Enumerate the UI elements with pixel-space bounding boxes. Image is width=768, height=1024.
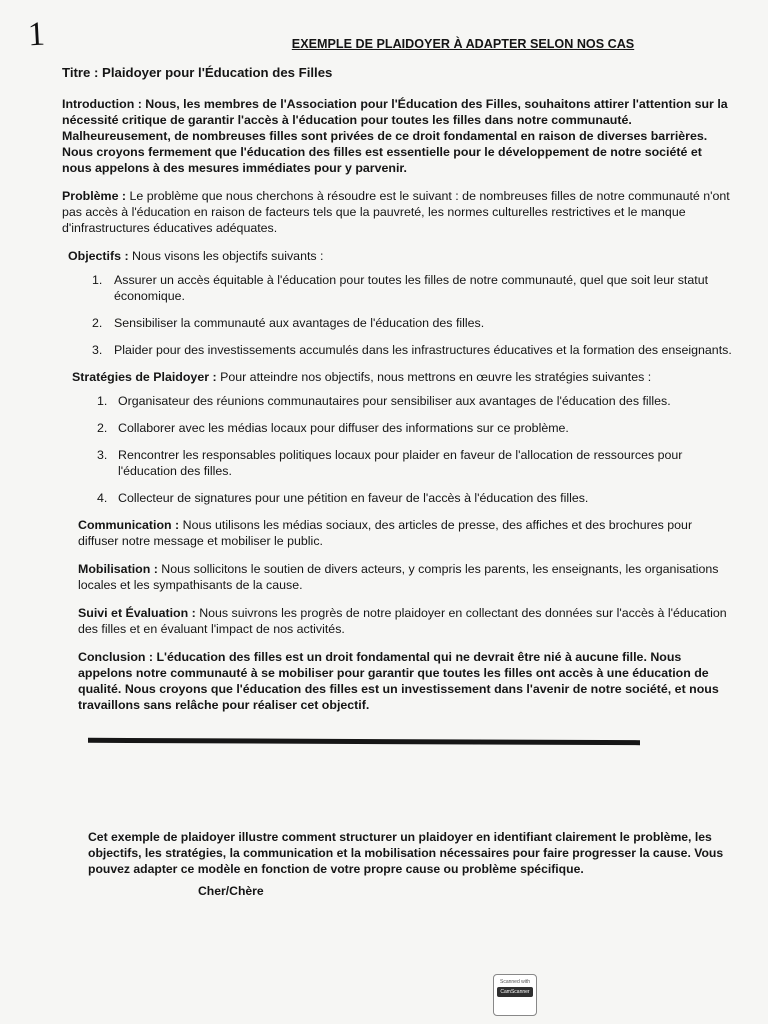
list-item-text: Collaborer avec les médias locaux pour diffuser des informations sur ce problème. bbox=[118, 421, 569, 435]
scanner-badge bbox=[493, 974, 537, 1016]
document-body bbox=[62, 36, 734, 725]
conclusion-text: L'éducation des filles est un droit fondamental qui ne devrait être nié à aucune fille. Nous appelons notre communauté à se mobiliser pour garantir que toutes les filles ont accès à une éducation de qualité. Nous croyons que l'éducation des filles est un investissement dans l'avenir de notre société, et nous travaillons sans relâche pour réaliser cet objectif. bbox=[78, 650, 719, 712]
list-item bbox=[62, 447, 734, 479]
strategies-list bbox=[62, 393, 734, 506]
list-item bbox=[62, 420, 734, 436]
section-probleme bbox=[62, 188, 734, 236]
introduction-label: Introduction : bbox=[62, 97, 142, 111]
list-item bbox=[62, 393, 734, 409]
page-number-mark: 1 bbox=[27, 15, 46, 54]
probleme-label: Problème : bbox=[62, 189, 127, 203]
list-item bbox=[62, 315, 734, 331]
list-item-text: Organisateur des réunions communautaires pour sensibiliser aux avantages de l'éducation des filles. bbox=[118, 394, 671, 408]
list-item-text: Rencontrer les responsables politiques locaux pour plaider en faveur de l'allocation de ressources pour l'éducation des filles. bbox=[118, 448, 683, 478]
section-objectifs bbox=[68, 248, 734, 264]
document-title: EXEMPLE DE PLAIDOYER À ADAPTER SELON NOS CAS bbox=[291, 37, 635, 51]
communication-label: Communication : bbox=[78, 518, 180, 532]
list-item bbox=[62, 272, 734, 304]
section-communication bbox=[78, 517, 734, 549]
objectifs-text: Nous visons les objectifs suivants : bbox=[128, 249, 324, 263]
list-item-text: Sensibiliser la communauté aux avantages de l'éducation des filles. bbox=[114, 316, 485, 330]
section-suivi-evaluation bbox=[78, 605, 734, 637]
suivi-label: Suivi et Évaluation : bbox=[78, 606, 196, 620]
mobilisation-label: Mobilisation : bbox=[78, 562, 158, 576]
document-subtitle: Titre : Plaidoyer pour l'Éducation des Filles bbox=[62, 65, 333, 80]
list-item bbox=[62, 342, 734, 358]
list-item-number: 1. bbox=[92, 273, 103, 287]
communication-text: Nous utilisons les médias sociaux, des articles de presse, des affiches et des brochures pour diffuser notre message et mobiliser le public. bbox=[78, 518, 693, 548]
objectifs-label: Objectifs : bbox=[68, 249, 129, 263]
conclusion-label: Conclusion : bbox=[78, 650, 154, 664]
section-introduction bbox=[62, 96, 734, 176]
introduction-text: Nous, les membres de l'Association pour l'Éducation des Filles, souhaitons attirer l'attention sur la nécessité critique de garantir l'accès à l'éducation pour toutes les filles dans notre communauté. Malheureusement, de nombreuses filles sont privées de ce droit fondamental en raison de diverses barrières. Nous croyons fermement que l'éducation des filles est essentielle pour le développement de notre société et nous appelons à des mesures immédiates pour y parvenir. bbox=[62, 97, 728, 175]
list-item-text: Assurer un accès équitable à l'éducation pour toutes les filles de notre communauté, quel que soit leur statut économique. bbox=[114, 273, 709, 303]
list-item-number: 2. bbox=[92, 316, 103, 330]
strategies-label: Stratégies de Plaidoyer : bbox=[72, 370, 217, 384]
section-strategies bbox=[72, 369, 734, 385]
section-conclusion bbox=[78, 649, 734, 713]
list-item-number: 3. bbox=[97, 448, 108, 462]
list-item-text: Plaider pour des investissements accumulés dans les infrastructures éducatives et la formation des enseignants. bbox=[114, 343, 732, 357]
suivi-text: Nous suivrons les progrès de notre plaidoyer en collectant des données sur l'accès à l'éducation des filles et en évaluant l'impact de nos activités. bbox=[78, 606, 727, 636]
section-mobilisation bbox=[78, 561, 734, 593]
camscanner-logo-icon: CamScanner bbox=[497, 987, 533, 997]
list-item-number: 3. bbox=[92, 343, 103, 357]
footer-note: Cet exemple de plaidoyer illustre comment structurer un plaidoyer en identifiant clairement le problème, les objectifs, les stratégies, la communication et la mobilisation nécessaires pour faire progresser la cause. Vous pouvez adapter ce modèle en fonction de votre propre cause ou problème spécifique. bbox=[88, 830, 724, 876]
scanner-badge-top-text: Scanned with bbox=[499, 979, 531, 985]
strategies-text: Pour atteindre nos objectifs, nous mettrons en œuvre les stratégies suivantes : bbox=[216, 370, 652, 384]
list-item bbox=[62, 490, 734, 506]
list-item-text: Collecteur de signatures pour une pétition en faveur de l'accès à l'éducation des filles. bbox=[118, 491, 589, 505]
list-item-number: 2. bbox=[97, 421, 108, 435]
separator-rule bbox=[88, 738, 640, 745]
objectifs-list bbox=[62, 272, 734, 358]
probleme-text: Le problème que nous cherchons à résoudre est le suivant : de nombreuses filles de notre communauté n'ont pas accès à l'éducation en raison de facteurs tels que la pauvreté, les normes culturelles restrictives et le manque d'infrastructures éducatives adéquates. bbox=[62, 189, 730, 235]
list-item-number: 1. bbox=[97, 394, 108, 408]
list-item-number: 4. bbox=[97, 491, 108, 505]
mobilisation-text: Nous sollicitons le soutien de divers acteurs, y compris les parents, les enseignants, les organisations locales et les sympathisants de la cause. bbox=[78, 562, 719, 592]
signature-line: Cher/Chère bbox=[198, 884, 264, 898]
